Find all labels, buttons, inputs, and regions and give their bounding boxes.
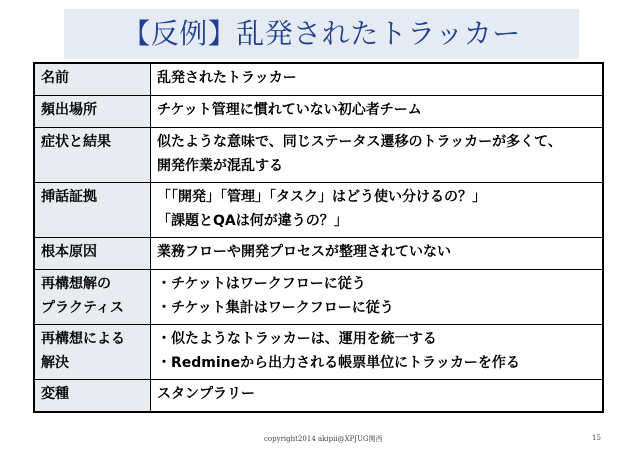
row-variants (34, 380, 603, 413)
row-anecdotal-evidence (34, 183, 603, 238)
row-value (151, 183, 604, 238)
label-line: 再構想による (41, 331, 125, 347)
value-line: ・チケットはワークフローに従う (157, 276, 366, 292)
value-line: 「「開発」「管理」「タスク」はどう使い分けるの？」 (157, 189, 486, 205)
value-line: チケット管理に慣れていない初心者チーム (157, 102, 422, 118)
row-name (34, 63, 603, 96)
row-label (34, 96, 151, 128)
label-line: 挿話証拠 (41, 189, 97, 205)
row-label (34, 183, 151, 238)
row-value (151, 128, 604, 183)
row-label (34, 380, 151, 413)
row-value (151, 96, 604, 128)
page-number: 15 (592, 434, 601, 442)
copyright-text: copyright2014 akipii@XPJUG関西 (264, 435, 383, 443)
row-label (34, 63, 151, 96)
value-line: 開発作業が混乱する (157, 158, 283, 174)
row-solution (34, 325, 603, 380)
label-line: プラクティス (41, 300, 124, 316)
row-root-cause (34, 238, 603, 270)
label-line: 頻出場所 (41, 102, 97, 118)
row-value (151, 270, 604, 325)
value-line: 「課題とQAは何が違うの？」 (157, 213, 348, 229)
value-line: スタンプラリー (157, 386, 255, 402)
label-line: 変種 (41, 386, 69, 402)
row-label (34, 128, 151, 183)
label-line: 名前 (41, 70, 69, 86)
label-line: 症状と結果 (41, 134, 111, 150)
row-practices (34, 270, 603, 325)
row-value (151, 380, 604, 413)
row-label (34, 270, 151, 325)
slide-title: 【反例】乱発されたトラッカー (122, 17, 521, 50)
row-value (151, 63, 604, 96)
value-line: 業務フローや開発プロセスが整理されていない (157, 244, 451, 260)
value-line: ・チケット集計はワークフローに従う (157, 300, 394, 316)
value-line: 似たような意味で、同じステータス遷移のトラッカーが多くて、 (157, 134, 562, 150)
row-value (151, 238, 604, 270)
row-symptoms (34, 128, 603, 183)
label-line: 解決 (41, 355, 69, 371)
row-label (34, 325, 151, 380)
row-label (34, 238, 151, 270)
pattern-table (33, 62, 604, 413)
label-line: 再構想解の (41, 276, 111, 292)
value-line: ・似たようなトラッカーは、運用を統一する (157, 331, 437, 347)
row-value (151, 325, 604, 380)
label-line: 根本原因 (41, 244, 97, 260)
value-line: ・Redmineから出力される帳票単位にトラッカーを作る (157, 355, 520, 371)
row-location (34, 96, 603, 128)
value-line: 乱発されたトラッカー (157, 70, 297, 86)
